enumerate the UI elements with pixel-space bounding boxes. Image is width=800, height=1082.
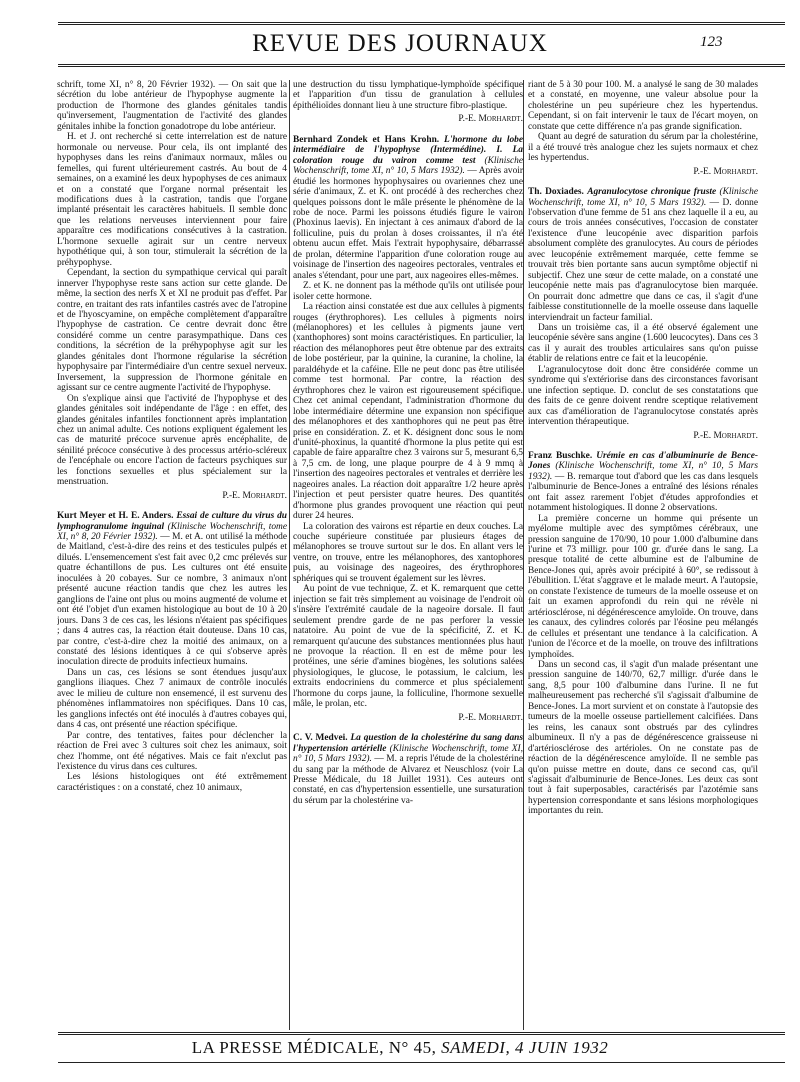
signature: P.-E. Morhardt. <box>458 114 523 125</box>
paragraph: La réaction ainsi constatée est due aux cellules à pigments rouges (érythrophores). Les cellules à pigments noirs (mélanophores) et les cellules à pigments jaune vert (xanthophores) sont moins caractéristiques. En particulier, la réaction des mélanophores peut être obtenue par des extraits de lobe postérieur, par la quinine, la curanine, la choline, la paraldéhyde et la caféine. Elle ne peut donc pas être utilisée comme test hormonal. Par contre, la réaction des érythrophores chez le vairon est rigoureusement spécifique. Chez cet animal cependant, l'administration d'hormone du lobe intermédiaire détermine une expansion non spécifique des mélanophores et des xanthophores qui ne peut pas être prise en considération. Z. et K. désignent donc sous le nom d'unité-phoxinus, la quantité d'hormone la plus petite qui est capable de faire apparaître chez 3 vairons sur 5, mesurant 6,5 à 7,5 cm. de long, une plaque pourpre de 4 à 9 mmq à l'insertion des nageoires pectorales et ventrales et derrière les nageoires anales. La réaction doit apparaître 1/2 heure après l'injection et peut persister quatre heures. Des quantités d'hormone plus grandes provoquent une réaction qui peut durer 24 heures. <box>293 302 523 522</box>
footer-bottom-rule <box>58 1062 785 1063</box>
paragraph: — M. a repris l'étude de la cholestérine du sang par la méthode de Alvarez et Neuschlosz (voir La Presse Médicale, du 18 Juillet 1931). Ces auteurs ont constaté, en cas d'hypertension essentielle, une sursaturation du sérum par la cholestérine va- <box>293 754 523 806</box>
paragraph: Dans un troisième cas, il a été observé également une leucopénie sévère sans angine (1.600 leucocytes). Dans ces 3 cas il y aurait des troubles articulaires sans qu'on puisse établir de relations entre ce fait et la leucopénie. <box>528 322 758 365</box>
article-heading <box>57 511 287 668</box>
paragraph: — M. et A. ont utilisé la méthode de Maitland, c'est-à-dire des reins et des testicules pulpés et dilués. L'ensemencement s'est fait avec 0,2 cmc prélevés sur quatre échantillons de pus. Les cultures ont été ensuite inoculées à 20 cobayes. Sur ce nombre, 3 animaux n'ont présenté aucune réaction tandis que chez les autres les ganglions de l'aine ont plus ou moins augmenté de volume et ont été l'objet d'un examen histologique au bout de 10 à 20 jours. Dans 3 de ces cas, les lésions n'étaient pas spécifiques ; dans 4 autres cas, la réaction était douteuse. Dans 10 cas, par contre, c'est-à-dire chez la moitié des animaux, on a constaté des lésions identiques à ce qui s'observe après inoculation directe de produits infectieux humains. <box>57 532 287 668</box>
article-meyer-anders <box>57 511 287 793</box>
column-2 <box>293 80 523 1030</box>
footer-top-rule <box>58 1032 785 1035</box>
footer-date: SAMEDI, 4 JUIN 1932 <box>441 1038 609 1057</box>
paragraph: riant de 5 à 30 pour 100. M. a analysé le sang de 30 malades et a constaté, en moyenne, une valeur absolue pour la cholestérine un peu supérieure chez les hypertendus. Cependant, si on fait intervenir le taux de l'écart moyen, on constate que cette différence n'a pas grande signification. <box>528 80 758 132</box>
paragraph: Dans un cas, ces lésions se sont étendues jusqu'aux ganglions iliaques. Chez 7 animaux de contrôle inoculés avec le milieu de culture non ensemencé, il est survenu des phénomènes inflammatoires non spécifiques. Dans 10 cas, les ganglions infectés ont été inoculés à d'autres cobayes qui, dans 4 cas, ont présenté une réaction spécifique. <box>57 667 287 731</box>
paragraph: schrift, tome XI, n° 8, 20 Février 1932). — On sait que la sécrétion du lobe antérieur de l'hypophyse augmente la production de l'hormone des glandes génitales tandis qu'inversement, l'augmentation de l'activité des glandes génitales inhibe la fonction gonadotrope du lobe antérieur. <box>57 80 287 132</box>
page-header-title: REVUE DES JOURNAUX <box>252 30 548 57</box>
article-medvei <box>293 733 523 806</box>
paragraph: Par contre, des tentatives, faites pour déclencher la réaction de Frei avec 3 cultures soit chez les animaux, soit chez l'homme, ont été négatives. Mais ce fait n'exclut pas l'existence du virus dans ces cultures. <box>57 730 287 772</box>
paragraph: Cependant, la section du sympathique cervical qui paraît innerver l'hypophyse reste sans action sur cette glande. De même, la section des nerfs X et XI ne produit pas d'effet. Par contre, en traitant des rats infantiles castrés avec de l'atropine et de l'hyoscyamine, on empêche complètement d'apparaître l'hypophyse de castration. Ce centre devrait donc être considéré comme un centre parasympathique. Dans ces conditions, la sécrétion de la préhypophyse agit sur les glandes génitales dont l'hormone régularise la sécrétion hypophysaire par l'intermédiaire d'un centre sexuel nerveux. Inversement, la suppression de l'hormone génitale en agissant sur ce centre augmente l'activité de l'hypophyse. <box>57 268 287 394</box>
article-title: La question de la cholestérine du sang dans l'hypertension artérielle <box>293 733 523 754</box>
paragraph: H. et J. ont recherché si cette interrelation est de nature hormonale ou nerveuse. Pour cela, ils ont implanté des hypophyses dans les reins d'animaux normaux, mâles ou femelles, qui furent ultérieurement castrés. Au bout de 4 semaines, on a examiné les deux hypophyses de ces animaux et on a constaté que l'organe normal présentait les modifications dues à la castration, tandis que l'organe implanté présentait les caractères habituels. Il semble donc que les relations nerveuses interviennent pour faire apparaître ces modifications consécutives à la castration. L'hormone sexuelle agirait sur un centre nerveux hypothétique qui, à son tour, stimulerait la sécrétion de la préhypophyse. <box>57 132 287 268</box>
footer-issue: N° 45, <box>388 1038 437 1057</box>
page-number: 123 <box>700 34 723 50</box>
paragraph: L'agranulocytose doit donc être considérée comme un syndrome qui s'extériorise dans des circonstances favorisant une infection septique. D. conclut de ses constatations que des faits de ce genre doivent rendre sceptique relativement aux cas d'amélioration de l'agranulocytose constatés après intervention thérapeutique. <box>528 364 758 428</box>
paragraph: — Après avoir étudié les hormones hypophysaires ou ovariennes chez une série d'animaux, Z. et K. ont procédé à des recherches chez quelques poissons dont le mâle présente le phénomène de la robe de noce. Parmi les poissons étudiés figure le vairon (Phoxinus laevis). En injectant à ces animaux d'abord de la folliculine, puis du prolan à doses croissantes, il n'a été obtenu aucun effet. Mais l'extrait hypophysaire, débarrassé de prolan, détermine l'apparition d'une coloration rouge au voisinage de l'insertion des nageoires pectorales, ventrales et anales s'étendant, pour une part, aux nageoires elles-mêmes. <box>293 166 523 281</box>
article-authors: Kurt Meyer et H. E. Anders. <box>57 511 174 522</box>
signature: P.-E. Morhardt. <box>693 430 758 441</box>
signature: P.-E. Morhardt. <box>222 490 287 501</box>
paragraph: Quant au degré de saturation du sérum par la cholestérine, il a été trouvé très analogue chez les sujets normaux et chez les hypertendus. <box>528 132 758 164</box>
header-top-rule <box>58 22 785 25</box>
article-buschke <box>528 451 758 817</box>
article-heading <box>293 135 523 281</box>
article-authors: C. V. Medvei. <box>293 733 348 744</box>
column-divider-1 <box>289 80 290 1030</box>
article-heading <box>293 733 523 806</box>
page-footer <box>0 1038 800 1058</box>
article-authors: Franz Buschke. <box>528 450 593 461</box>
paragraph: Les lésions histologiques ont été extrêmement caractéristiques : on a constaté, chez 10 animaux, <box>57 772 287 793</box>
paragraph: — B. remarque tout d'abord que les cas dans lesquels l'albuminurie de Bence-Jones a entraîné des lésions rénales ont fait assez rarement l'objet d'études approfondies et notamment histologiques. Il donne 2 observations. <box>528 471 758 514</box>
article-source: (Klinische Wochenschrift, tome XI, n° 10, 5 Mars 1932). <box>293 155 523 177</box>
article-doxiades <box>528 187 758 441</box>
article-heading <box>528 451 758 514</box>
header-bottom-rule <box>58 64 785 67</box>
signature: P.-E. Morhardt. <box>458 712 523 723</box>
column-3 <box>528 80 758 1030</box>
paragraph: La première concerne un homme qui présente un myélome multiple avec des symptômes cérébraux, une pression sanguine de 170/90, 10 pour 1.000 d'albumine dans l'urine et 73 milligr. pour 100 gr. d'urée dans le sang. La presque totalité de cette albumine est de l'albumine de Bence-Jones qui, après avoir précipité à 60°, se redissout à l'ébullition. L'état s'aggrave et le malade meurt. A l'autopsie, on constate l'existence de tumeurs de la moelle osseuse et on fait un examen approfondi du rein qui ne révèle ni artériosclérose, ni dégénérescence amyloïde. On trouve, dans les canaux, des cylindres colorés par l'éosine peu mélangés de cellules et présentant une tendance à la calcification. A l'union de l'écorce et de la moelle, on trouve des infiltrations lymphoïdes. <box>528 513 758 660</box>
signature: P.-E. Morhardt. <box>693 166 758 177</box>
article-source: (Klinische Wochenschrift, tome XI, n° 8, 20 Février 1932). <box>57 521 287 543</box>
column-1 <box>57 80 287 1030</box>
column-divider-2 <box>523 80 524 1030</box>
paragraph: On s'explique ainsi que l'activité de l'hypophyse et des glandes génitales soit indépendante de l'âge : en effet, des glandes génitales infantiles fonctionnent après implantation chez un animal adulte. Ces notions expliquent également les cas de maturité précoce survenue après encéphalite, de sénilité précoce consécutive à des processus artério-scléreux de l'encéphale ou encore l'action de facteurs psychiques sur les fonctions sexuelles et plus spécialement sur la menstruation. <box>57 393 287 488</box>
paragraph: — D. donne l'observation d'une femme de 51 ans chez laquelle il a eu, au cours de trois années consécutives, l'occasion de constater l'existence d'une leucopénie avec disparition parfois absolument complète des granulocytes. Au cours de périodes avec leucopénie extrêmement marquée, cette femme se trouvait très bien portante sans aucun symptôme objectif ni subjectif. Chez une sœur de cette malade, on a constaté une leucopénie nette mais pas d'agranulocytose bien marquée. On pourrait donc admettre que dans ce cas, il s'agit d'une faiblesse constitutionnelle de la moelle osseuse dans laquelle interviendrait un facteur familial. <box>528 197 758 323</box>
article-title: Urémie en cas d'albuminurie de Bence-Jones <box>528 450 758 472</box>
article-authors: Th. Doxiades. <box>528 187 584 198</box>
article-title: L'hormone du lobe intermédiaire de l'hypophyse (Intermédine). I. La coloration rouge du vairon comme test <box>293 134 523 166</box>
paragraph: Au point de vue technique, Z. et K. remarquent que cette injection se fait très simplement au voisinage de l'endroit où s'insère l'extrémité caudale de la nageoire dorsale. Il faut seulement prendre garde de ne pas perforer la vessie natatoire. Au point de vue de la spécificité, Z. et K. remarquent qu'aucune des substances mentionnées plus haut ne provoque la réaction. Il en est de même pour les protéines, une série d'amines biogènes, les solutions salées physiologiques, le glucose, le potassium, le calcium, les extraits endocriniens du commerce et plus spécialement l'hormone du corps jaune, la folliculine, l'hormone sexuelle mâle, le prolan, etc. <box>293 584 523 710</box>
paragraph: une destruction du tissu lymphatique-lymphoïde spécifique et l'apparition d'un tissu de granulation à cellules épithélioïdes donnant lieu à une structure fibro-plastique. <box>293 80 523 111</box>
article-source: (Klinische Wochenschrift, tome XI, n° 10, 5 Mars 1932). <box>528 187 758 208</box>
article-title: Agranulocytose chronique fruste <box>587 187 717 198</box>
article-source: (Klinische Wochenschrift, tome XI, n° 10, 5 Mars 1932). <box>528 461 758 482</box>
article-heading <box>528 187 758 323</box>
article-source: (Klinische Wochenschrift, tome XI, n° 10, 5 Mars 1932). <box>293 743 523 765</box>
footer-journal: LA PRESSE MÉDICALE, <box>191 1038 384 1057</box>
article-authors: Bernhard Zondek et Hans Krohn. <box>293 134 440 145</box>
paragraph: Z. et K. ne donnent pas la méthode qu'ils ont utilisée pour isoler cette hormone. <box>293 281 523 302</box>
paragraph: Dans un second cas, il s'agit d'un malade présentant une pression sanguine de 140/70, 62,7 milligr. d'urée dans le sang, 8,5 pour 100 d'albumine dans l'urine. Il ne fut malheureusement pas recherché s'il s'agissait d'albumine de Bence-Jones. La mort survient et on constate à l'autopsie des tumeurs de la moelle osseuse partiellement calcifiées. Dans les reins, les canaux sont obstrués par des cylindres albumineux. Il n'y a pas de dégénérescence graisseuse ni d'artériosclérose des artérioles. On ne constate pas de réaction de la dégénérescence amyloïde. Il ne semble pas qu'on puisse mettre en doute, dans ce second cas, qu'il s'agissait d'albuminurie de Bence-Jones. Les deux cas sont tout à fait superposables, caractérisés par l'azotémie sans hypertension correspondante et sans lésions morphologiques importantes du rein. <box>528 660 758 817</box>
paragraph: La coloration des vairons est répartie en deux couches. La couche supérieure constituée par plusieurs étages de mélanophores se trouve surtout sur le dos. En allant vers le ventre, on trouve, entre les mélanophores, des xantophores puis, au voisinage des nageoires, des érythrophores sphériques qui se trouvent également sur les lèvres. <box>293 521 523 584</box>
article-zondek-krohn <box>293 135 523 723</box>
article-title: Essai de culture du virus du lymphogranulome inguinal <box>57 511 287 532</box>
